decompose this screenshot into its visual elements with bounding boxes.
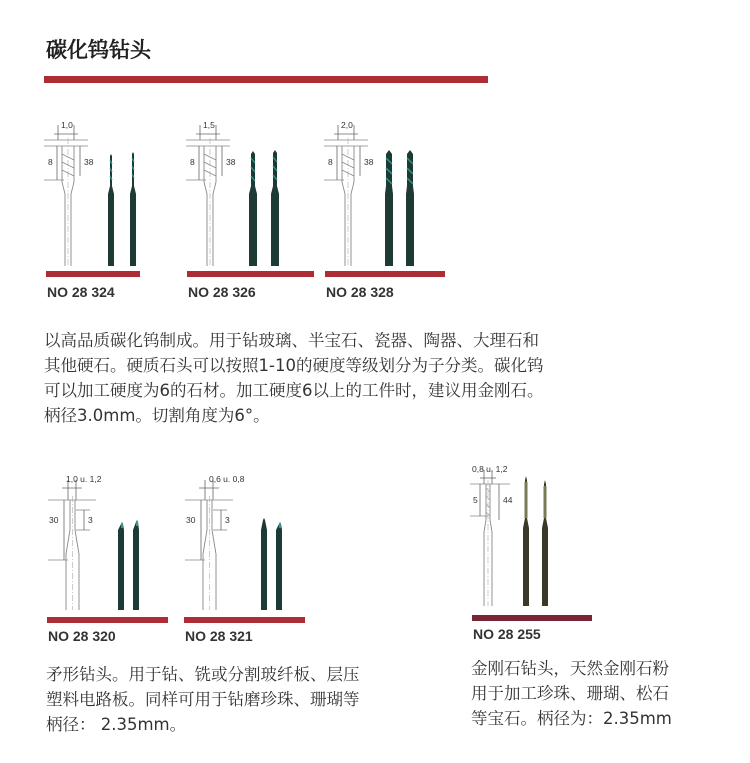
product-bar-28320 xyxy=(47,617,168,623)
dimension-flute-length: 8 xyxy=(48,157,53,167)
dimension-diameter: 1,0 xyxy=(61,120,73,130)
drill-figure-28321 xyxy=(183,470,293,615)
dimension-diameter: 2,0 xyxy=(341,120,353,130)
product-code: NO 28 324 xyxy=(47,284,115,300)
product-bar-28328 xyxy=(325,271,445,277)
title-underline xyxy=(44,76,488,83)
dimension-body-length: 30 xyxy=(186,515,196,525)
dimension-flute-length: 8 xyxy=(190,157,195,167)
dimension-tip-length: 3 xyxy=(225,515,230,525)
dimension-total-length: 38 xyxy=(364,157,374,167)
product-bar-28324 xyxy=(46,271,140,277)
description-line: 可以加工硬度为6的石材。加工硬度6以上的工件时，建议用金刚石。 xyxy=(44,381,544,400)
product-bar-28255 xyxy=(472,615,592,621)
product-code: NO 28 321 xyxy=(185,628,253,644)
group3-description xyxy=(471,656,741,731)
drill-figure-28255 xyxy=(470,460,570,610)
description-line: 塑料电路板。同样可用于钻磨珍珠、珊瑚等 xyxy=(46,690,360,709)
drill-figure-28328 xyxy=(324,118,424,268)
dimension-tip-length: 5 xyxy=(473,495,478,505)
description-line: 用于加工珍珠、珊瑚、松石 xyxy=(471,684,669,703)
group2-description xyxy=(46,662,446,737)
dimension-total-length: 44 xyxy=(503,495,513,505)
dimension-flute-length: 8 xyxy=(328,157,333,167)
description-line: 柄径3.0mm。切割角度为6°。 xyxy=(44,406,270,425)
description-line: 矛形钻头。用于钻、铣或分割玻纤板、层压 xyxy=(46,665,360,684)
dimension-diameter: 0,6 u. 0,8 xyxy=(209,474,245,484)
dimension-diameter: 0,8 u. 1,2 xyxy=(472,464,508,474)
description-line: 其他硬石。硬质石头可以按照1-10的硬度等级划分为子分类。碳化钨 xyxy=(44,356,544,375)
description-line: 以高品质碳化钨制成。用于钻玻璃、半宝石、瓷器、陶器、大理石和 xyxy=(44,331,539,350)
dimension-tip-length: 3 xyxy=(88,515,93,525)
dimension-diameter: 1,0 u. 1,2 xyxy=(66,474,102,484)
group1-description xyxy=(44,328,664,428)
product-code: NO 28 320 xyxy=(48,628,116,644)
description-line: 柄径： 2.35mm。 xyxy=(46,715,187,734)
dimension-total-length: 38 xyxy=(84,157,94,167)
product-bar-28321 xyxy=(184,617,305,623)
drill-figure-28324 xyxy=(44,118,144,268)
dimension-total-length: 38 xyxy=(226,157,236,167)
product-bar-28326 xyxy=(187,271,314,277)
description-line: 金刚石钻头，天然金刚石粉 xyxy=(471,659,669,678)
drill-figure-28320 xyxy=(46,470,156,615)
dimension-body-length: 30 xyxy=(49,515,59,525)
page-title: 碳化钨钻头 xyxy=(46,38,151,62)
drill-figure-28326 xyxy=(186,118,286,268)
product-code: NO 28 255 xyxy=(473,626,541,642)
description-line: 等宝石。柄径为：2.35mm xyxy=(471,709,672,728)
dimension-diameter: 1,5 xyxy=(203,120,215,130)
product-code: NO 28 326 xyxy=(188,284,256,300)
product-code: NO 28 328 xyxy=(326,284,394,300)
